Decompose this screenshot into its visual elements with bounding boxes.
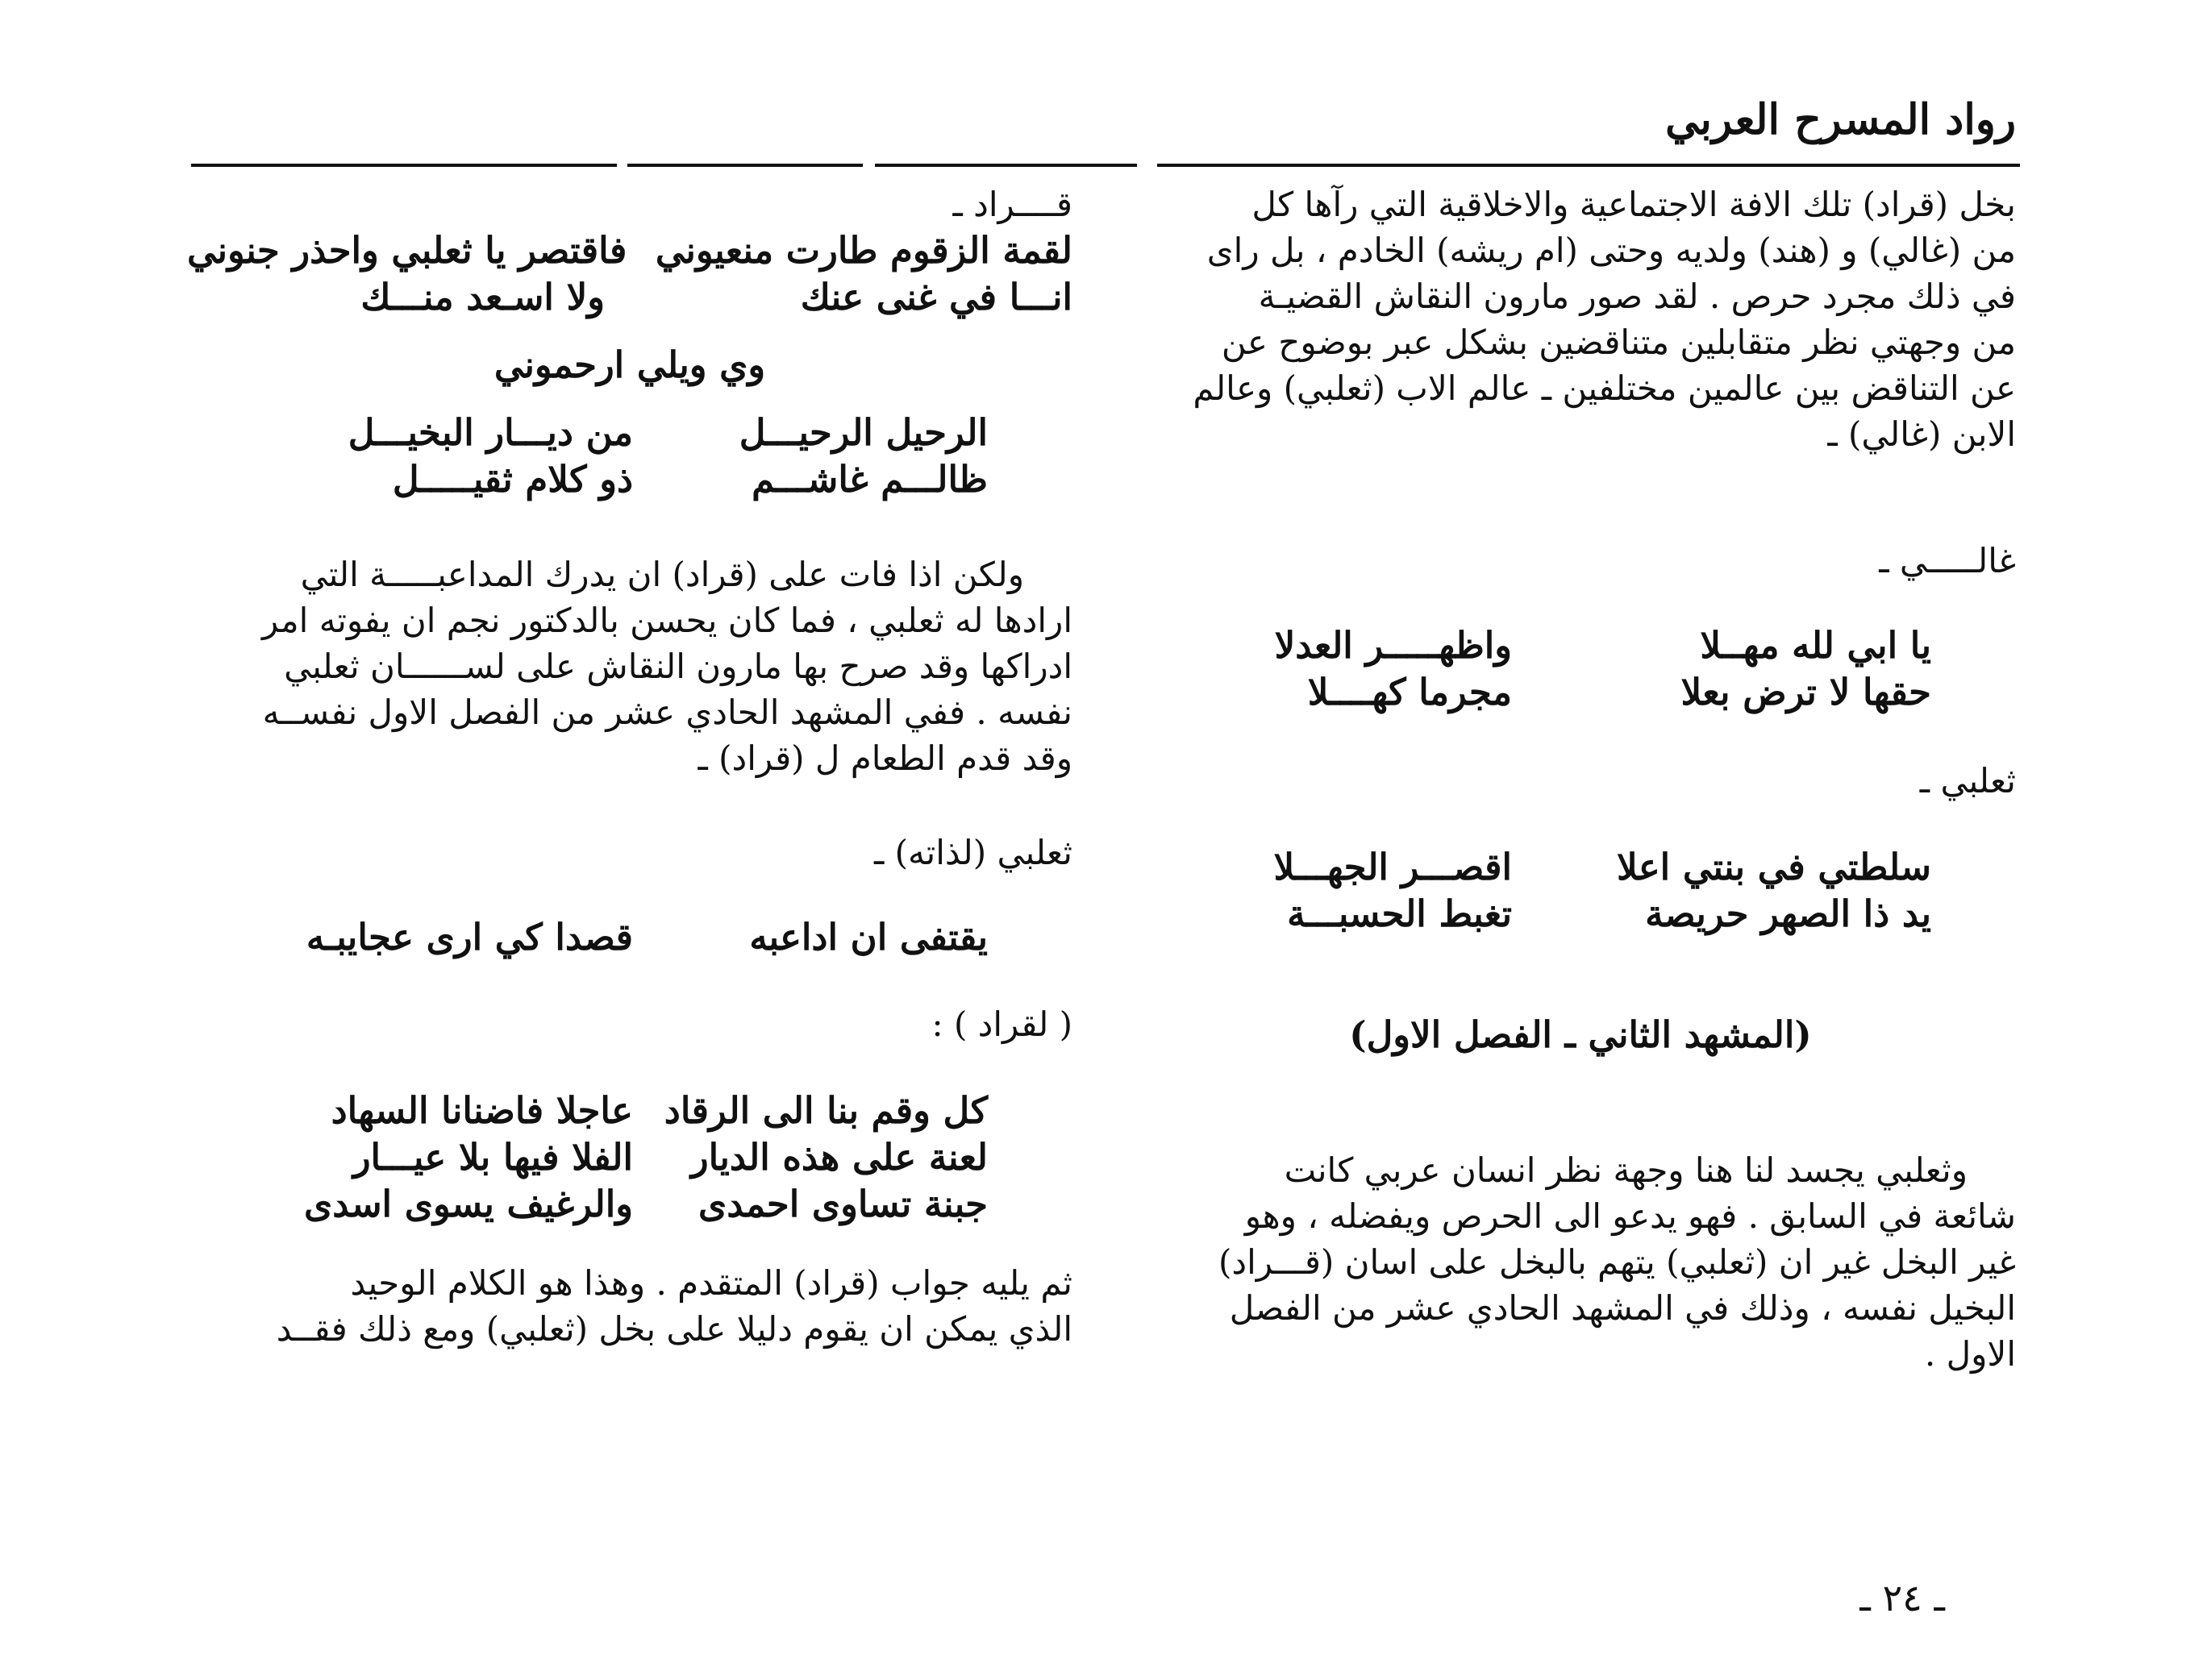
scene-heading: (المشهد الثاني ـ الفصل الاول) <box>1349 1013 1812 1056</box>
paragraph-line: في ذلك مجرد حرص . لقد صور مارون النقاش القضيـة <box>1258 277 2016 316</box>
verse-hemistich: ولا اسـعد منـــك <box>360 276 605 318</box>
verse-line <box>187 227 1072 274</box>
verse-hemistich: انـــا في غنى عنك <box>800 276 1072 318</box>
paragraph-line: الذي يمكن ان يقوم دليلا على بخل (ثعلبي) ومع ذلك فقــد <box>276 1309 1072 1349</box>
verse-line <box>187 274 1072 321</box>
verse-hemistich: واظهـــــر العدلا <box>1274 624 1512 667</box>
header-rule-2 <box>875 164 1137 167</box>
paragraph-line: ثم يليه جواب (قراد) المتقدم . وهذا هو الكلام الوحيد <box>350 1263 1072 1303</box>
verse-hemistich: الفلا فيها بلا عيـــار <box>352 1136 633 1179</box>
verse-hemistich: والرغيف يسوى اسدى <box>304 1183 633 1225</box>
paragraph-line: بخل (قراد) تلك الافة الاجتماعية والاخلاقية التي رآها كل <box>1251 185 2016 224</box>
verse-hemistich: يقتفى ان اداعبه <box>749 916 988 959</box>
centered-verse: وي ويلي ارحموني <box>493 343 766 386</box>
verse-hemistich: ذو كلام ثقيـــــل <box>392 458 633 501</box>
verse-hemistich: اقصـــر الجهـــلا <box>1273 846 1512 888</box>
paragraph-line: نفسه . ففي المشهد الحادي عشر من الفصل الاول نفســه <box>262 692 1072 732</box>
verse-line <box>187 1181 988 1228</box>
verse-hemistich: تغبط الحسبـــة <box>1287 892 1512 935</box>
verse-line <box>187 410 988 456</box>
verse-hemistich: حقها لا ترض بعلا <box>1680 671 1931 713</box>
speaker-label: ثعلبي (لذاته) ـ <box>873 833 1072 872</box>
header-rule-3 <box>627 164 863 167</box>
paragraph-line: غير البخل غير ان (ثعلبي) يتهم بالبخل على اسان (قـــراد) <box>1218 1242 2016 1282</box>
intro-paragraph <box>1145 181 2016 457</box>
page-number: ـ ٢٤ ـ <box>1859 1576 1945 1620</box>
paragraph-line: من (غالي) و (هند) ولديه وحتى (ام ريشه) الخادم ، بل راى <box>1206 231 2016 270</box>
speaker-label: ( لقراد ) : <box>931 1004 1072 1044</box>
left-column <box>187 181 1072 1352</box>
speaker-label: ثعلبي ـ <box>1919 761 2016 800</box>
paragraph-line: عن التناقض بين عالمين مختلفين ـ عالم الاب (ثعلبي) وعالم <box>1193 368 2016 408</box>
paragraph-line: الاول . <box>1924 1334 2016 1374</box>
verse-line <box>1145 622 1931 669</box>
verse-hemistich: يا ابي لله مهــلا <box>1700 624 1931 667</box>
verse-hemistich: مجرما كهــــلا <box>1307 671 1512 713</box>
verse-block <box>1145 844 1931 938</box>
verse-block <box>187 410 988 503</box>
paragraph-line: البخيل نفسه ، وذلك في المشهد الحادي عشر من الفصل <box>1229 1288 2016 1328</box>
verse-hemistich: الرحيل الرحيـــل <box>739 411 988 454</box>
header-rule-4 <box>191 164 617 167</box>
verse-hemistich: جبنة تساوى احمدى <box>698 1183 988 1225</box>
paragraph-line: ولكن اذا فات على (قراد) ان يدرك المداعبـــــة التي <box>300 555 1024 594</box>
header-rule-1 <box>1157 164 2020 167</box>
verse-block <box>187 227 1072 321</box>
speaker-label: قــــراد ـ <box>952 185 1072 224</box>
right-column <box>1145 181 2016 1377</box>
verse-block <box>187 914 988 961</box>
paragraph-line: ادراكها وقد صرح بها مارون النقاش على لســــــان ثعلبي <box>284 647 1072 686</box>
verse-line <box>1145 891 1931 938</box>
verse-block <box>187 1087 988 1228</box>
verse-line <box>1145 844 1931 891</box>
closing-paragraph <box>1145 1147 2016 1377</box>
speaker-label: غالـــــي ـ <box>1879 541 2016 580</box>
paragraph-line: من وجهتي نظر متقابلين متناقضين بشكل عبر بوضوح عن <box>1221 322 2016 362</box>
body-paragraph <box>187 551 1072 781</box>
verse-hemistich: لعنة على هذه الديار <box>690 1136 988 1179</box>
paragraph-line: شائعة في السابق . فهو يدعو الى الحرص ويفضله ، وهو <box>1244 1196 2016 1236</box>
paragraph-line: ارادها له ثعلبي ، فما كان يحسن بالدكتور نجم ان يفوته امر <box>262 601 1072 640</box>
paragraph-line: وقد قدم الطعام ل (قراد) ـ <box>698 738 1072 778</box>
verse-line <box>187 1134 988 1181</box>
body-paragraph <box>187 1260 1072 1352</box>
verse-hemistich: سلطتي في بنتي اعلا <box>1616 846 1931 888</box>
verse-line <box>187 1087 988 1134</box>
paragraph-line: وثعلبي يجسد لنا هنا وجهة نظر انسان عربي كانت <box>1284 1150 1968 1190</box>
verse-hemistich: قصدا كي ارى عجايبـه <box>306 916 633 959</box>
verse-line <box>187 456 988 503</box>
verse-hemistich: لقمة الزقوم طارت منعيوني <box>655 229 1072 272</box>
running-title: رواد المسرح العربي <box>1665 95 2016 144</box>
verse-line <box>1145 669 1931 716</box>
verse-line <box>187 914 988 961</box>
verse-hemistich: فاقتصر يا ثعلبي واحذر جنوني <box>187 229 627 272</box>
verse-hemistich: يد ذا الصهر حريصة <box>1645 892 1931 935</box>
verse-hemistich: كل وقم بنا الى الرقاد <box>664 1089 988 1132</box>
verse-hemistich: ظالـــم غاشـــم <box>752 458 988 501</box>
paragraph-line: الابن (غالي) ـ <box>1827 414 2016 454</box>
verse-block <box>1145 622 1931 716</box>
verse-hemistich: عاجلا فاضنانا السهاد <box>331 1089 633 1132</box>
verse-hemistich: من ديـــار البخيـــل <box>348 411 633 454</box>
